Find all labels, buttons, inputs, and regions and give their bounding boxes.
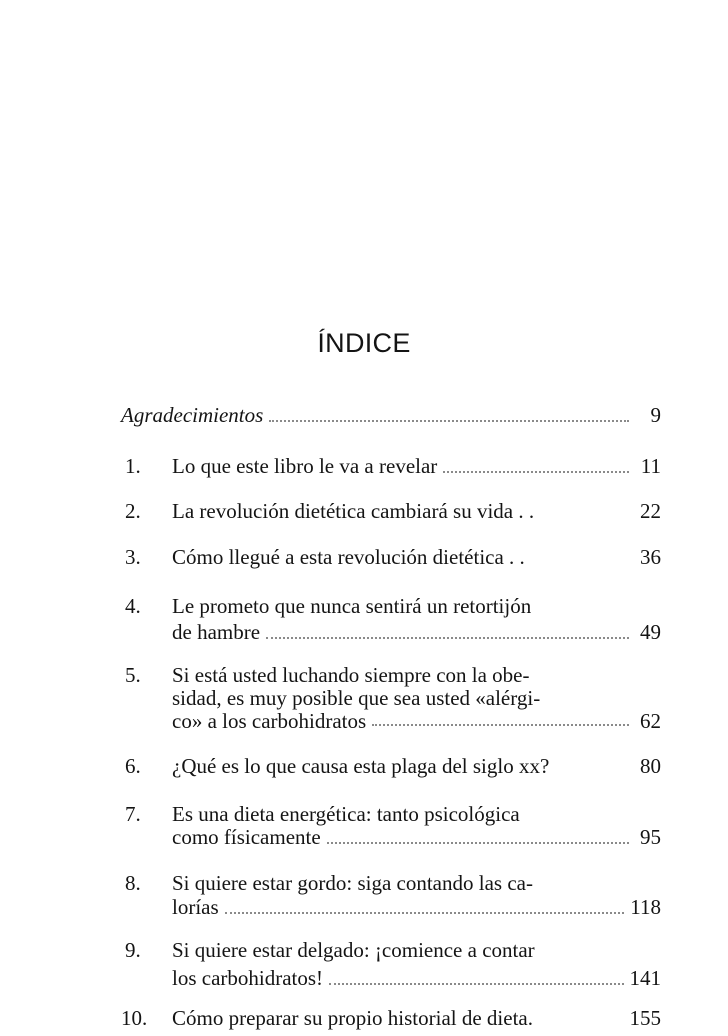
entry-title-line: co» a los carbohidratos [172,709,367,733]
dot-leader [329,982,623,985]
entry-number: 9. [125,938,141,962]
entry-page-number: 155 [629,1006,661,1030]
toc-entry-4 [121,594,661,645]
toc-entry-3 [121,545,661,570]
toc-entry-8 [121,871,661,920]
entry-title-line: Le prometo que nunca sentirá un retortijón [172,594,532,618]
entry-title-line: Si está usted luchando siempre con la obe- [172,663,530,687]
entry-page-number: 118 [630,895,661,919]
entry-page-number: 62 [640,709,661,733]
toc-entry-10 [121,1006,661,1031]
toc-entry-5 [121,663,661,732]
entry-title: Agradecimientos [121,403,264,427]
dot-leader [266,636,629,639]
dot-leader [327,841,629,844]
entry-title: La revolución dietética cambiará su vida . . [172,499,535,523]
entry-page-number: 36 [640,545,661,569]
toc-entry-1 [121,454,661,479]
toc-entry-6 [121,754,661,779]
entry-page-number: 80 [640,754,661,778]
entry-number: 6. [125,754,141,778]
entry-page-number: 141 [629,966,661,990]
entry-page-number: 11 [640,454,661,478]
entry-title-line: Si quiere estar delgado: ¡comience a contar [172,938,535,962]
entry-title-line: sidad, es muy posible que sea usted «alérgi- [172,686,541,710]
entry-number: 8. [125,871,141,895]
entry-title-line: Si quiere estar gordo: siga contando las ca- [172,871,533,895]
entry-number: 7. [125,802,141,826]
entry-title: Cómo llegué a esta revolución dietética . . [172,545,525,569]
entry-page-number: 49 [640,620,661,644]
entry-number: 1. [125,454,141,478]
entry-title-line: de hambre [172,620,261,644]
toc-entry-2 [121,499,661,524]
toc-entry-acknowledgments [121,403,661,428]
entry-page-number: 9 [650,403,661,427]
entry-page-number: 95 [640,825,661,849]
dot-leader [443,470,629,473]
entry-number: 3. [125,545,141,569]
dot-leader [225,911,625,914]
dot-leader [269,419,629,422]
toc-entry-9 [121,938,661,991]
entry-title-line: Es una dieta energética: tanto psicológica [172,802,520,826]
entry-number: 5. [125,663,141,687]
entry-title-line: como físicamente [172,825,321,849]
page-title: ÍNDICE [317,328,411,358]
entry-title: Cómo preparar su propio historial de dieta. [172,1006,533,1030]
entry-title-line: los carbohidratos! [172,966,324,990]
entry-title: ¿Qué es lo que causa esta plaga del siglo xx? [172,754,550,778]
entry-page-number: 22 [640,499,661,523]
toc-entry-7 [121,802,661,850]
entry-number: 4. [125,594,141,618]
entry-number: 10. [121,1006,148,1030]
entry-title: Lo que este libro le va a revelar [172,454,438,478]
dot-leader [372,723,629,726]
entry-number: 2. [125,499,141,523]
entry-title-line: lorías [172,895,219,919]
